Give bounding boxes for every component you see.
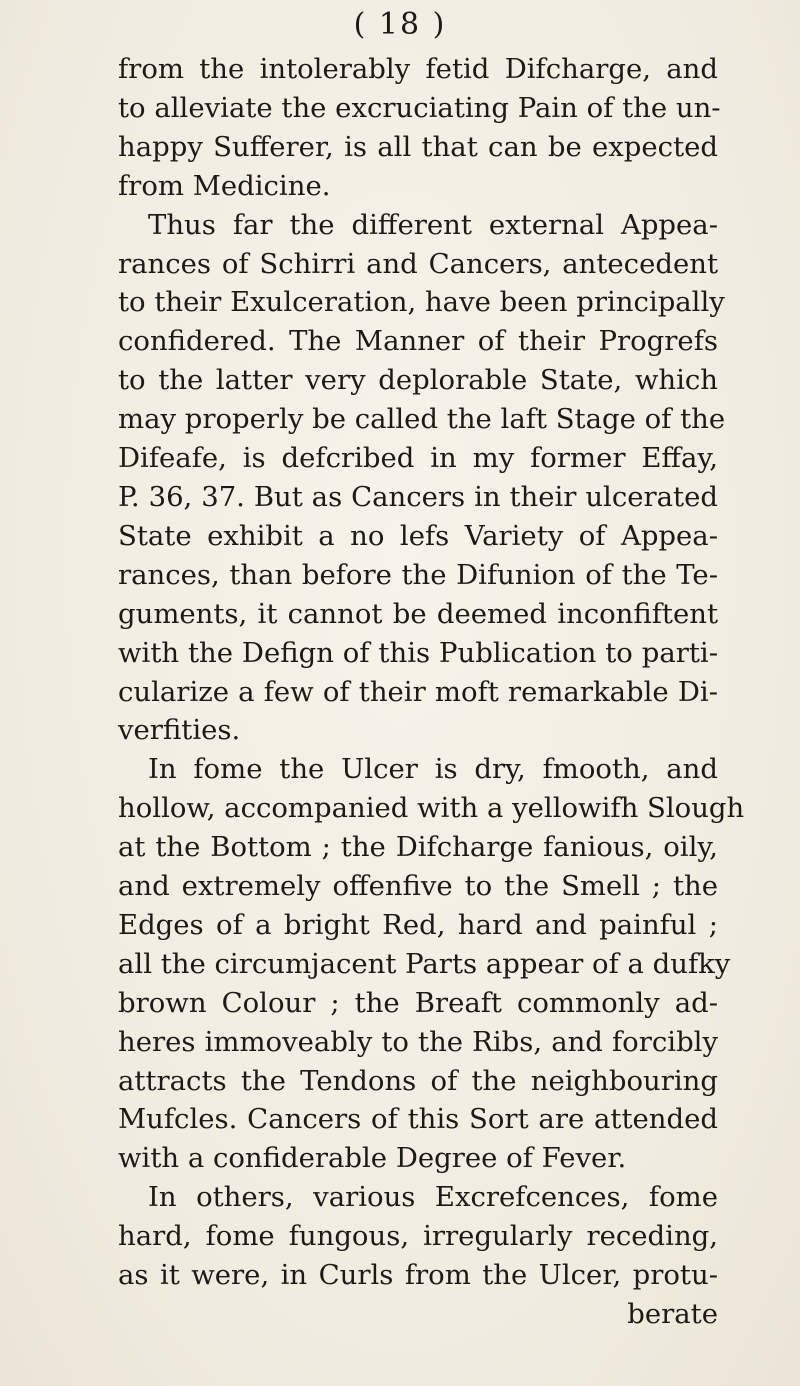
text-line: to alleviate the excruciating Pain of the un- xyxy=(118,91,721,124)
text-line: from the intolerably fetid Difcharge, and xyxy=(118,53,718,85)
text-line: cularize a few of their moft remarkable Di- xyxy=(118,675,718,708)
text-line: In others, various Excrefcences, fome xyxy=(148,1181,718,1214)
text-line: Edges of a bright Red, hard and painful ; xyxy=(118,908,718,941)
text-line: at the Bottom ; the Difcharge fanious, oily, xyxy=(118,831,718,864)
text-line: guments, it cannot be deemed inconfiftent xyxy=(118,597,718,630)
text-line: happy Sufferer, is all that can be expected xyxy=(118,130,718,163)
text-line: rances, than before the Difunion of the Te- xyxy=(118,558,718,591)
text-line: Difeafe, is defcribed in my former Effay, xyxy=(118,442,718,475)
text-line: to the latter very deplorable State, which xyxy=(118,364,718,397)
text-line: Thus far the different external Appea- xyxy=(148,208,718,241)
text-line: all the circumjacent Parts appear of a dufky xyxy=(118,947,731,980)
text-line: State exhibit a no lefs Variety of Appea- xyxy=(118,519,718,552)
text-line: with the Defign of this Publication to parti- xyxy=(118,636,718,669)
text-line: may properly be called the laft Stage of the xyxy=(118,403,726,436)
text-line: brown Colour ; the Breaft commonly ad- xyxy=(118,986,718,1019)
text-line: with a confiderable Degree of Fever. xyxy=(118,1142,627,1175)
text-line: as it were, in Curls from the Ulcer, protu- xyxy=(118,1259,718,1292)
text-line: hollow, accompanied with a yellowifh Slough xyxy=(118,792,745,825)
text-line: rances of Schirri and Cancers, antecedent xyxy=(118,247,718,280)
catchword: berate xyxy=(627,1298,718,1330)
text-line: heres immoveably to the Ribs, and forcibly xyxy=(118,1025,718,1058)
text-line: from Medicine. xyxy=(118,169,331,202)
text-line: hard, fome fungous, irregularly receding, xyxy=(118,1220,718,1253)
text-line: confidered. The Manner of their Progrefs xyxy=(118,325,718,358)
text-line: Mufcles. Cancers of this Sort are attended xyxy=(118,1103,718,1136)
text-line: to their Exulceration, have been principally xyxy=(118,286,725,319)
text-line: and extremely offenfive to the Smell ; the xyxy=(118,870,718,903)
text-line: verfities. xyxy=(118,714,241,747)
body-text xyxy=(118,50,745,1334)
text-line: attracts the Tendons of the neighbouring xyxy=(118,1064,718,1097)
text-line: In fome the Ulcer is dry, fmooth, and xyxy=(148,753,718,786)
page-number: ( 18 ) xyxy=(353,7,447,42)
text-line: P. 36, 37. But as Cancers in their ulcerated xyxy=(118,480,718,513)
